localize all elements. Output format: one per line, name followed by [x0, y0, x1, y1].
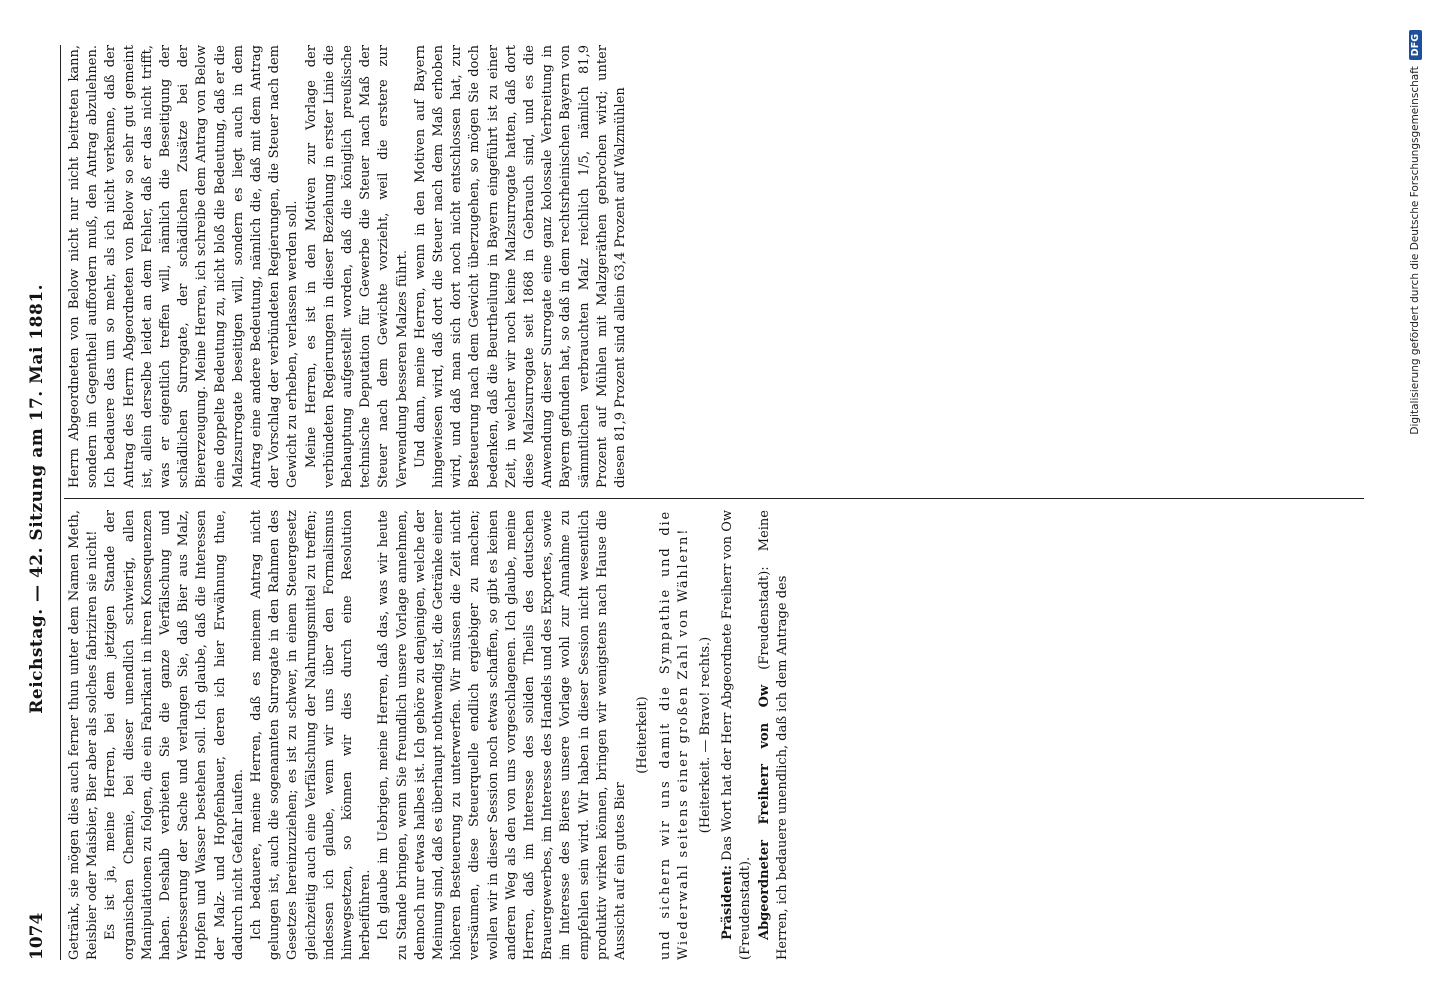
paragraph: Und dann, meine Herren, wenn in den Motiven auf Bayern hingewiesen wird, daß dort die Steuer nach dem Maß erhoben wird, und daß man sich dort noch nicht entschlossen hat, zur Besteuerung nach dem Gewicht überzugehen, so mögen Sie doch bedenken, daß die Beurtheilung in Bayern eingeführt ist zu einer Zeit, in welcher wir noch keine Malzsurrogate hatten, daß dort diese Malzsurrogate seit 1868 in Gebrauch sind, und es die Anwendung dieser Surrogate eine ganz kolossale Verbreitung in Bayern gefunden hat, so daß in dem rechtsrheinischen Bayern von sämmtlichen verbrauchten Malz reichlich 1/5, nämlich 81,9 Prozent auf Mühlen mit Malzgeräthen gebrochen wird; unter diesen 81,9 Prozent sind allein 63,4 Prozent auf Walzmühlen [412, 45, 629, 488]
speaker-text: Das Wort hat der Herr Abgeordnete Freiherr von Ow (Freudenstadt). [720, 510, 754, 960]
paragraph: Es ist ja, meine Herren, bei dem jetzigen Stande der organischen Chemie, bei dieser unendlich schwierig, allen Manipulationen zu folgen, die ein Fabrikant in ihren Konsequenzen haben. Deshalb verbieten Sie die ganze Verfälschung und Verbesserung der Sache und verlangen Sie, daß Bier aus Malz, Hopfen und Wasser bestehen soll. Ich glaube, daß die Interessen der Malz- und Hopfenbauer, deren ich hier Erwähnung thue, dadurch nicht Gefahr laufen. [103, 510, 246, 960]
speaker-paragraph [719, 510, 755, 960]
speaker-label: Abgeordneter Freiherr von Ow [756, 684, 772, 940]
page-number: 1074 [27, 912, 47, 960]
header-rule [60, 45, 61, 960]
digitization-credit [1405, 30, 1425, 870]
paragraph: Ich bedauere, meine Herren, daß es meinem Antrag nicht gelungen ist, auch die sogenannten Surrogate in den Rahmen des Gesetzes hereinzuziehen; es ist zu schwer, in einem Steuergesetz gleichzeitig auch eine Verfälschung der Nahrungsmittel zu treffen; indessen ich glaube, wenn wir uns über den Formalismus hinwegsetzen, so können wir dies durch eine Resolution herbeiführen. [249, 510, 374, 960]
paragraph: Herrn Abgeordneten von Below nicht nur nicht beitreten kann, sondern im Gegentheil auffordern muß, den Antrag abzulehnen. Ich bedauere das um so mehr, als ich nicht verkenne, daß der Antrag des Herrn Abgeordneten von Below so sehr gut gemeint ist, allein derselbe leidet an dem Fehler, daß er das nicht trifft, was er eigentlich treffen will, nämlich die Beseitigung der schädlichen Surrogate, der schädlichen Zusätze bei der Biererzeugung. Meine Herren, ich schreibe dem Antrag von Below eine doppelte Bedeutung zu, nicht bloß die Bedeutung, daß er die Malzsurrogate beseitigen will, sondern es liegt auch in dem Antrag eine andere Bedeutung, nämlich die, daß mit dem Antrag der Vorschlag der verbündeten Regierungen, die Steuer nach dem Gewicht zu erheben, verlassen werden soll. [67, 45, 301, 488]
page-title: Reichstag. — 42. Sitzung am 17. Mai 1881. [27, 283, 47, 714]
running-header [20, 45, 54, 960]
speaker-text: (Freudenstadt): Meine Herren, ich bedauere unendlich, daß ich dem Antrage des [756, 510, 790, 960]
speaker-paragraph [756, 510, 792, 960]
speaker-label: Präsident: [720, 865, 736, 940]
credit-text: Digitalisierung gefördert durch die Deutsche Forschungsgemeinschaft [1409, 66, 1421, 435]
stage-direction: (Heiterkeit. — Bravo! rechts.) [697, 636, 713, 834]
paragraph-spaced: und sichern wir uns damit die Sympathie und die Wiederwahl seitens einer großen Zahl von Wählern! [657, 510, 691, 960]
text-column-right [66, 45, 1366, 488]
text-column-left [66, 510, 1366, 960]
column-divider [64, 498, 1364, 499]
dfg-logo-icon: DFG [1409, 30, 1422, 60]
stage-direction: (Heiterkeit) [635, 696, 651, 774]
paragraph: Meine Herren, es ist in den Motiven zur Vorlage der verbündeten Regierungen in dieser Beziehung in erster Linie die Behauptung aufgestellt worden, daß die königlich preußische technische Deputation für Gewerbe die Steuer nach Maß der Steuer nach dem Gewichte vorzieht, weil die erstere zur Verwendung besseren Malzes führt. [303, 45, 410, 488]
paragraph: Ich glaube im Uebrigen, meine Herren, daß das, was wir heute zu Stande bringen, wenn Sie freundlich unsere Vorlage annehmen, dennoch nur etwas halbes ist. Ich gehöre zu denjenigen, welche der Meinung sind, daß es überhaupt nothwendig ist, die Getränke einer höheren Besteuerung zu unterwerfen. Wir müssen die Zeit nicht versäumen, diese Steuerquelle endlich ergiebiger zu machen; wollen wir in dieser Session noch etwas schaffen, so gibt es keinen anderen Weg als den von uns vorgeschlagenen. Ich glaube, meine Herren, daß im Interesse des soliden Theils des deutschen Brauergewerbes, im Interesse des Handels und des Exportes, sowie im Interesse des Bieres unsere Vorlage wohl zur Annahme zu empfehlen sein wird. Wir haben in dieser Session nicht wesentlich produktiv wirken können, bringen wir wenigstens nach Hause die Aussicht auf ein gutes Bier [376, 510, 629, 960]
paragraph: Getränk, sie mögen dies auch ferner thun unter dem Namen Meth, Reisbier oder Maisbier, Bier aber als solches fabriziren sie nicht! [67, 510, 101, 960]
